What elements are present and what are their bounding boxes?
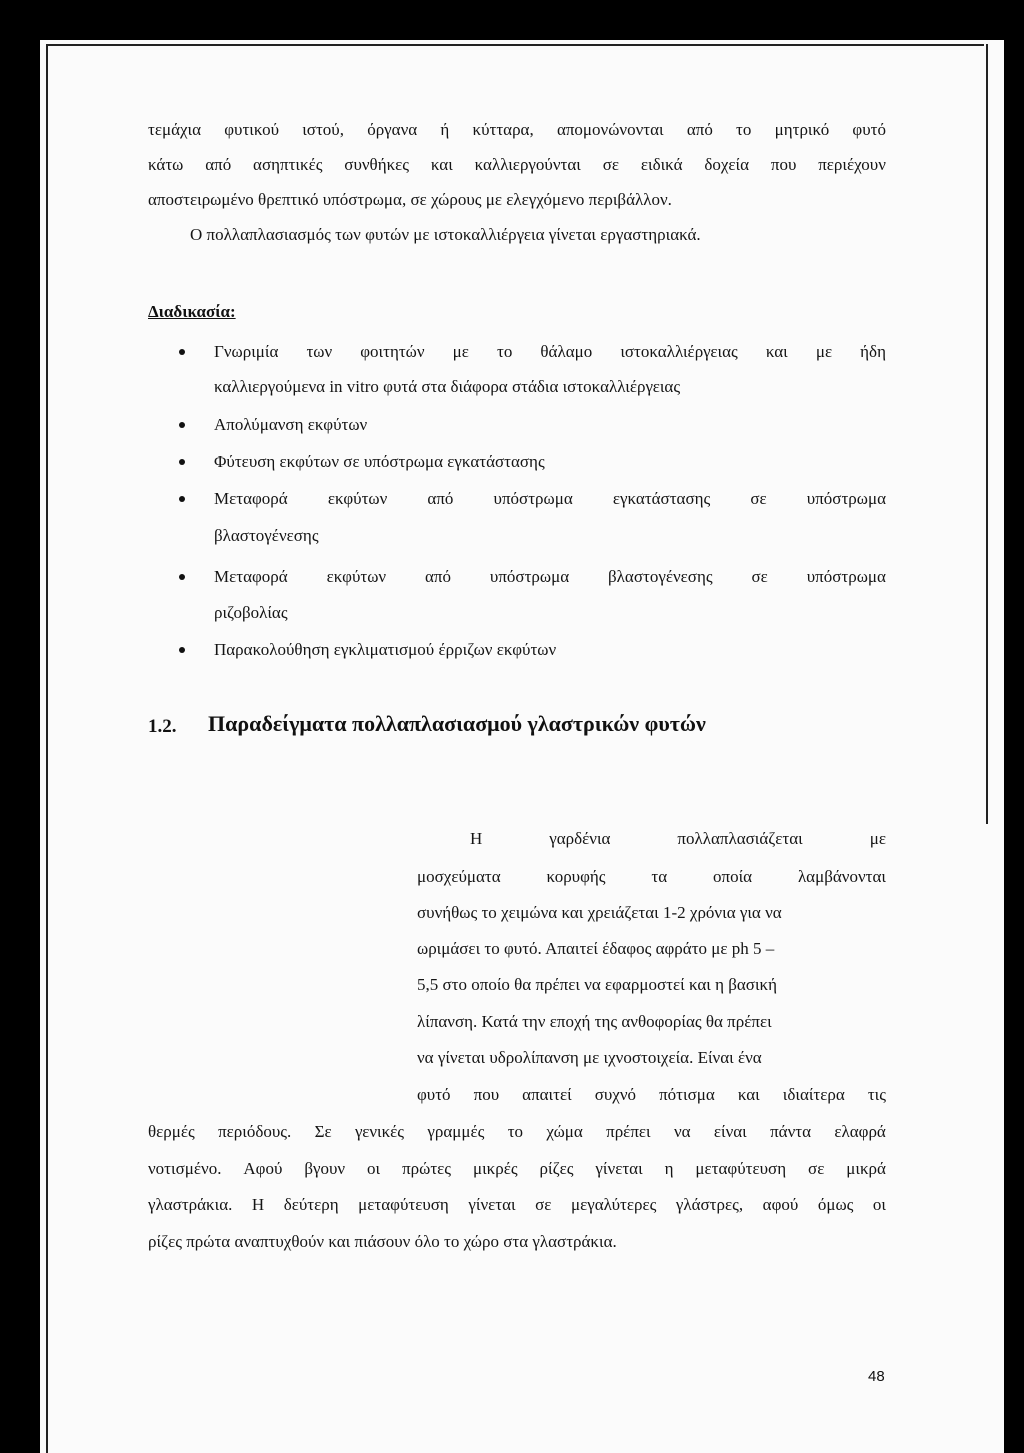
word: Σε [314,1122,332,1141]
word: μεταφύτευση [695,1159,787,1178]
gardenia-line-7: να γίνεται υδρολίπανση με ιχνοστοιχεία. Είναι ένα [417,1048,762,1067]
word: θερμές [148,1122,195,1141]
word: χώμα [546,1122,583,1141]
word: ιδιαίτερα [782,1085,845,1104]
intro-line-2 [148,155,886,175]
word: νοτισμένο. [148,1159,222,1178]
word: γίνεται [468,1195,516,1214]
word: τις [867,1085,886,1104]
word: απομονώνονται [556,120,664,139]
bullet-dot [179,574,185,580]
word: μικρές [472,1159,518,1178]
word: είναι [713,1122,747,1141]
scan-border-left [0,0,40,1453]
procedure-item-1-line-2: καλλιεργούμενα in vitro φυτά στα διάφορα στάδια ιστοκαλλιέργειας [214,377,681,396]
word: μητρικό [774,120,830,139]
word: με [452,342,469,361]
word: ελαφρά [834,1122,886,1141]
word: φυτό [852,120,886,139]
word: ήδη [860,342,886,361]
word: το [496,342,513,361]
word: τεμάχια [148,120,202,139]
gardenia-line-1 [470,829,886,849]
word: ασηπτικές [253,155,323,174]
word: απαιτεί [522,1085,572,1104]
word: ιστού, [302,120,344,139]
word: βγουν [304,1159,346,1178]
word: γλαστράκια. [148,1195,233,1214]
word: Η [251,1195,265,1214]
word: περιόδους. [218,1122,292,1141]
word: η [664,1159,674,1178]
word: που [770,155,797,174]
procedure-item-4-line-1 [214,489,886,509]
bullet-dot [179,647,185,653]
word: με [815,342,833,361]
word: οποία [713,867,753,886]
word: και [430,155,453,174]
bullet-dot [179,459,185,465]
word: το [507,1122,524,1141]
word: ειδικά [640,155,683,174]
gardenia-line-9 [148,1122,886,1142]
word: όργανα [367,120,418,139]
section-number: 1.2. [148,716,177,737]
word: των [306,342,333,361]
word: Μεταφορά [214,567,288,586]
word: καλλιεργούνται [474,155,581,174]
word: δοχεία [704,155,750,174]
word: το [736,120,752,139]
bullet-dot [179,349,185,355]
word: μικρά [846,1159,886,1178]
word: να [673,1122,691,1141]
word: υπόστρωμα [806,489,886,508]
procedure-item-5-line-1 [214,567,886,587]
intro-line-3: αποστειρωμένο θρεπτικό υπόστρωμα, σε χώρους με ελεγχόμενο περιβάλλον. [148,190,672,209]
word: γραμμές [427,1122,485,1141]
word: κύτταρα, [472,120,534,139]
word: Μεταφορά [214,489,288,508]
scan-border-right [1004,0,1024,1453]
word: σε [808,1159,825,1178]
word: εκφύτων [326,567,387,586]
section-title: Παραδείγματα πολλαπλασιασμού γλαστρικών φυτών [208,711,706,736]
gardenia-line-5: 5,5 στο οποίο θα πρέπει να εφαρμοστεί και η βασική [417,975,777,994]
word: περιέχουν [818,155,886,174]
word: γίνεται [595,1159,643,1178]
frame-line-left [46,44,48,1453]
word: πρέπει [606,1122,651,1141]
procedure-item-5-line-2: ριζοβολίας [214,603,288,622]
word: με [869,829,886,848]
gardenia-line-12: ρίζες πρώτα αναπτυχθούν και πιάσουν όλο το χώρο στα γλαστράκια. [148,1232,617,1251]
word: βλαστογένεσης [608,567,713,586]
procedure-item-1-line-1 [214,342,886,362]
word: Γνωριμία [214,342,279,361]
word: εκφύτων [327,489,388,508]
word: φυτό [417,1085,451,1104]
word: οι [872,1195,886,1214]
gardenia-line-10 [148,1159,886,1179]
word: σε [751,567,768,586]
word: από [427,489,454,508]
word: αφού [762,1195,799,1214]
word: λαμβάνονται [797,867,886,886]
word: κάτω [148,155,184,174]
word: μοσχεύματα [417,867,501,886]
word: κορυφής [546,867,606,886]
word: φυτικού [224,120,279,139]
word: πρώτες [402,1159,452,1178]
word: και [765,342,788,361]
word: θάλαμο [540,342,593,361]
bullet-dot [179,422,185,428]
word: συχνό [594,1085,637,1104]
gardenia-line-2 [417,867,886,887]
word: δεύτερη [283,1195,339,1214]
word: γαρδένια [549,829,611,848]
word: Αφού [243,1159,283,1178]
word: συνθήκες [344,155,410,174]
word: γενικές [354,1122,405,1141]
word: Η [470,829,483,848]
word: σε [750,489,767,508]
procedure-item-2: Απολύμανση εκφύτων [214,415,368,434]
word: που [473,1085,500,1104]
gardenia-line-3: συνήθως το χειμώνα και χρειάζεται 1-2 χρόνια για να [417,903,782,922]
word: εγκατάστασης [612,489,711,508]
procedure-heading: Διαδικασία: [148,302,236,321]
scan-border-top [0,0,1024,40]
procedure-item-3: Φύτευση εκφύτων σε υπόστρωμα εγκατάστασης [214,452,545,471]
word: και [737,1085,760,1104]
intro-line-4: Ο πολλαπλασιασμός των φυτών με ιστοκαλλιέργεια γίνεται εργαστηριακά. [190,225,701,244]
procedure-item-4-line-2: βλαστογένεσης [214,526,319,545]
frame-line-top [48,44,984,46]
gardenia-line-11 [148,1195,886,1215]
gardenia-line-6: λίπανση. Κατά την εποχή της ανθοφορίας θα πρέπει [417,1012,772,1031]
word: σε [602,155,620,174]
word: μεγαλύτερες [570,1195,657,1214]
word: οι [367,1159,381,1178]
word: σε [535,1195,552,1214]
gardenia-line-4: ωριμάσει το φυτό. Απαιτεί έδαφος αφράτο με ph 5 – [417,939,775,958]
word: τα [651,867,668,886]
word: από [686,120,713,139]
word: πάντα [770,1122,812,1141]
word: γλάστρες, [675,1195,744,1214]
word: μεταφύτευση [358,1195,449,1214]
bullet-dot [179,496,185,502]
word: υπόστρωμα [489,567,570,586]
word: ή [440,120,450,139]
word: φοιτητών [360,342,425,361]
word: όμως [817,1195,854,1214]
word: υπόστρωμα [806,567,886,586]
word: ρίζες [539,1159,574,1178]
word: ιστοκαλλιέργειας [620,342,738,361]
word: πολλαπλασιάζεται [677,829,803,848]
gardenia-line-8 [417,1085,886,1105]
word: υπόστρωμα [493,489,573,508]
word: πότισμα [659,1085,715,1104]
intro-line-1 [148,120,886,140]
procedure-item-6: Παρακολούθηση εγκλιματισμού έρριζων εκφύτων [214,640,557,659]
word: από [425,567,452,586]
page-number: 48 [868,1368,885,1385]
frame-line-right [986,44,988,824]
word: από [205,155,232,174]
